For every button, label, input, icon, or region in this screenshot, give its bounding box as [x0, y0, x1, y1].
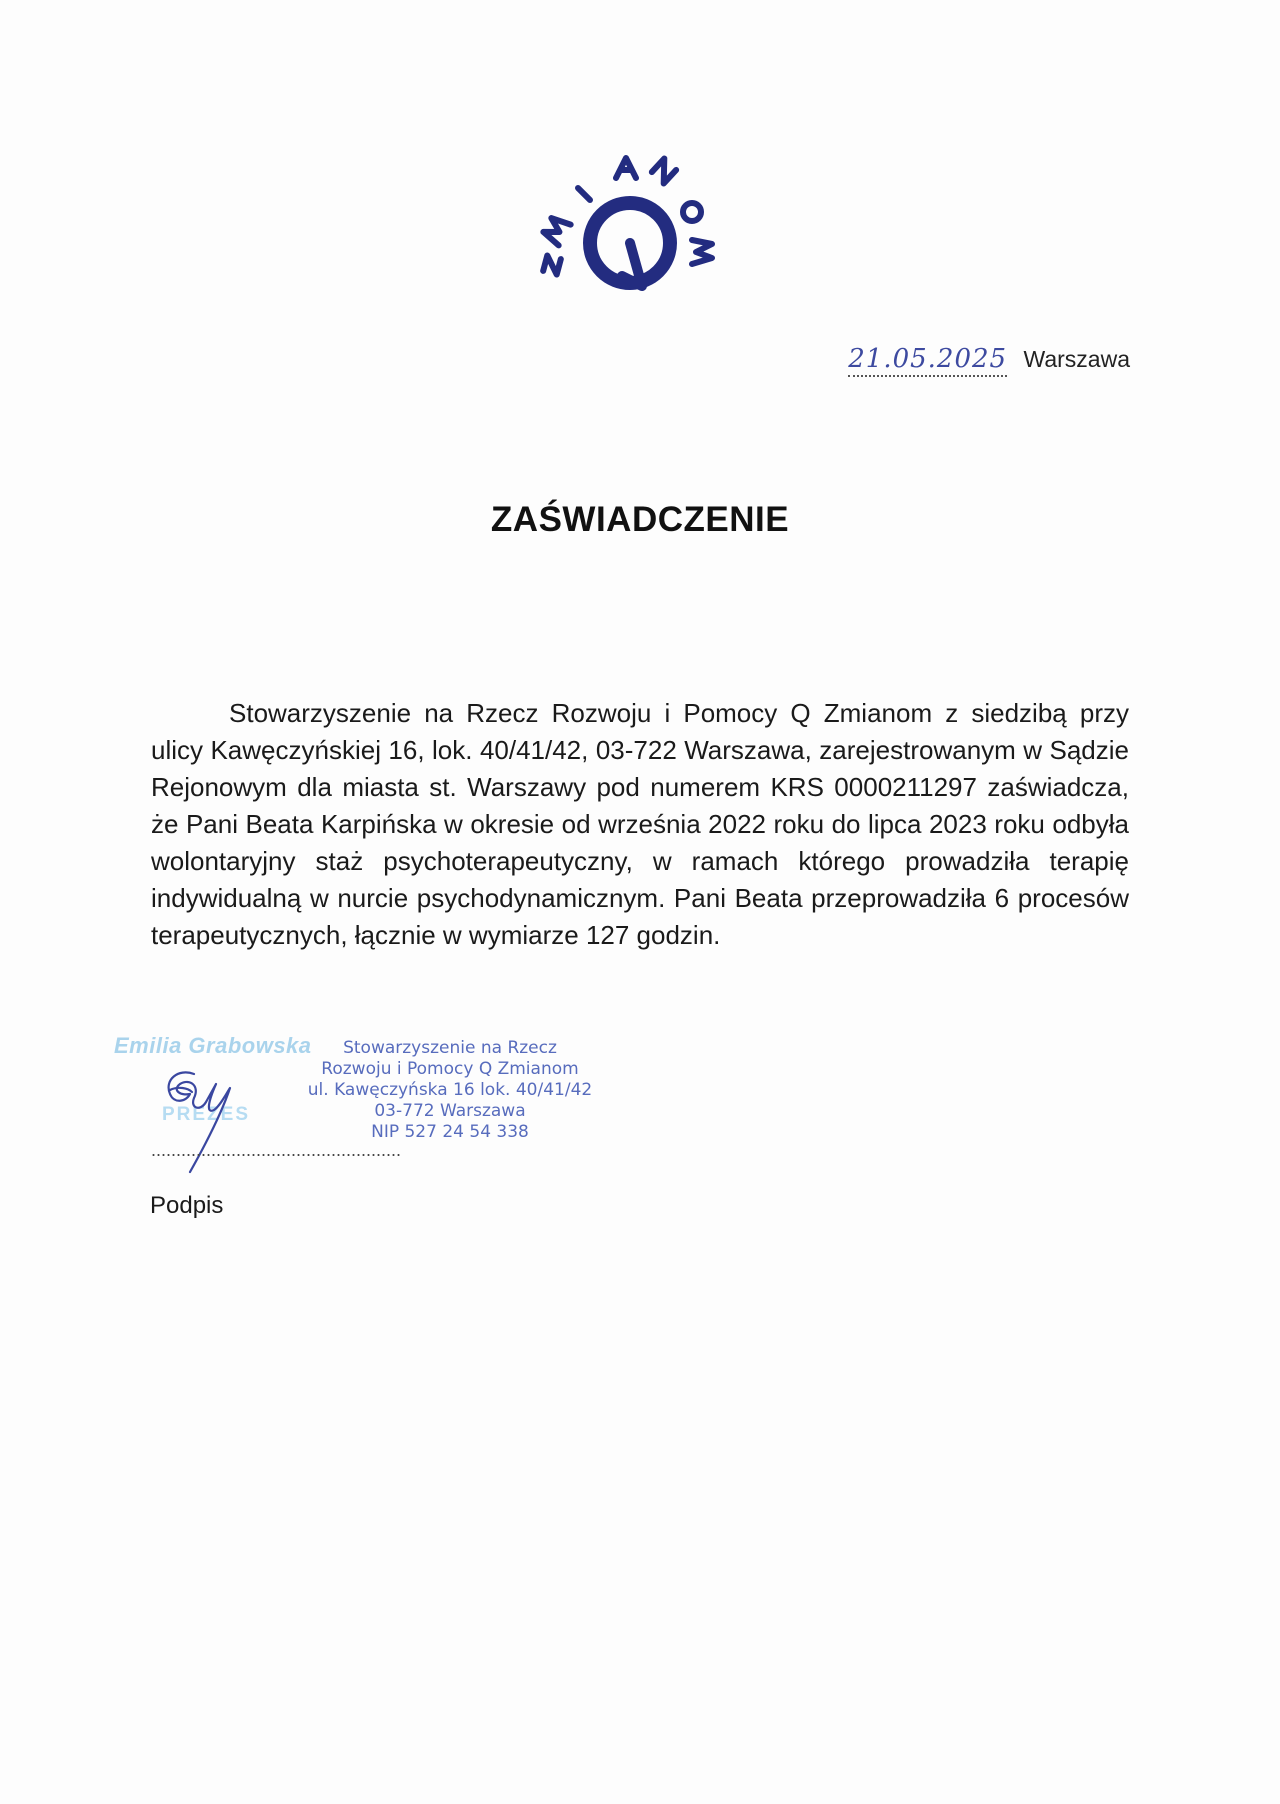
stamp-line: 03-772 Warszawa	[374, 1101, 526, 1121]
faded-name-stamp: Emilia Grabowska	[114, 1033, 312, 1058]
organization-stamp	[300, 1038, 600, 1143]
signature-label: Podpis	[150, 1192, 224, 1219]
certificate-body: Stowarzyszenie na Rzecz Rozwoju i Pomocy Q Zmianom z siedzibą przy ulicy Kawęczyńskiej 16, lok. 40/41/42, 03-722 Warszawa, zarejestrowanym w Sądzie Rejonowym dla miasta st. Warszawy pod numerem KRS 0000211297 zaświadcza, że Pani Beata Karpińska w okresie od września 2022 roku do lipca 2023 roku odbyła wolontaryjny staż psychoterapeutyczny, w ramach którego prowadziła terapię indywidualną w nurcie psychodynamicznym. Pani Beata przeprowadziła 6 procesów terapeutycznych, łącznie w wymiarze 127 godzin.	[151, 698, 1129, 950]
handwritten-date: 21.05.2025	[848, 344, 1007, 377]
document-title: ZAŚWIADCZENIE	[490, 500, 790, 539]
stamp-line: ul. Kawęczyńska 16 lok. 40/41/42	[307, 1080, 593, 1100]
stamp-line: Stowarzyszenie na Rzecz	[343, 1038, 557, 1058]
city: Warszawa	[1023, 346, 1130, 372]
place-and-date	[848, 344, 1130, 374]
stamp-line: NIP 527 24 54 338	[371, 1122, 529, 1142]
signature-line: ..................................................	[151, 1140, 402, 1160]
stamp-line: Rozwoju i Pomocy Q Zmianom	[321, 1059, 579, 1079]
faded-title-stamp: PREZES	[162, 1104, 251, 1125]
zmianom-logo	[530, 148, 730, 318]
